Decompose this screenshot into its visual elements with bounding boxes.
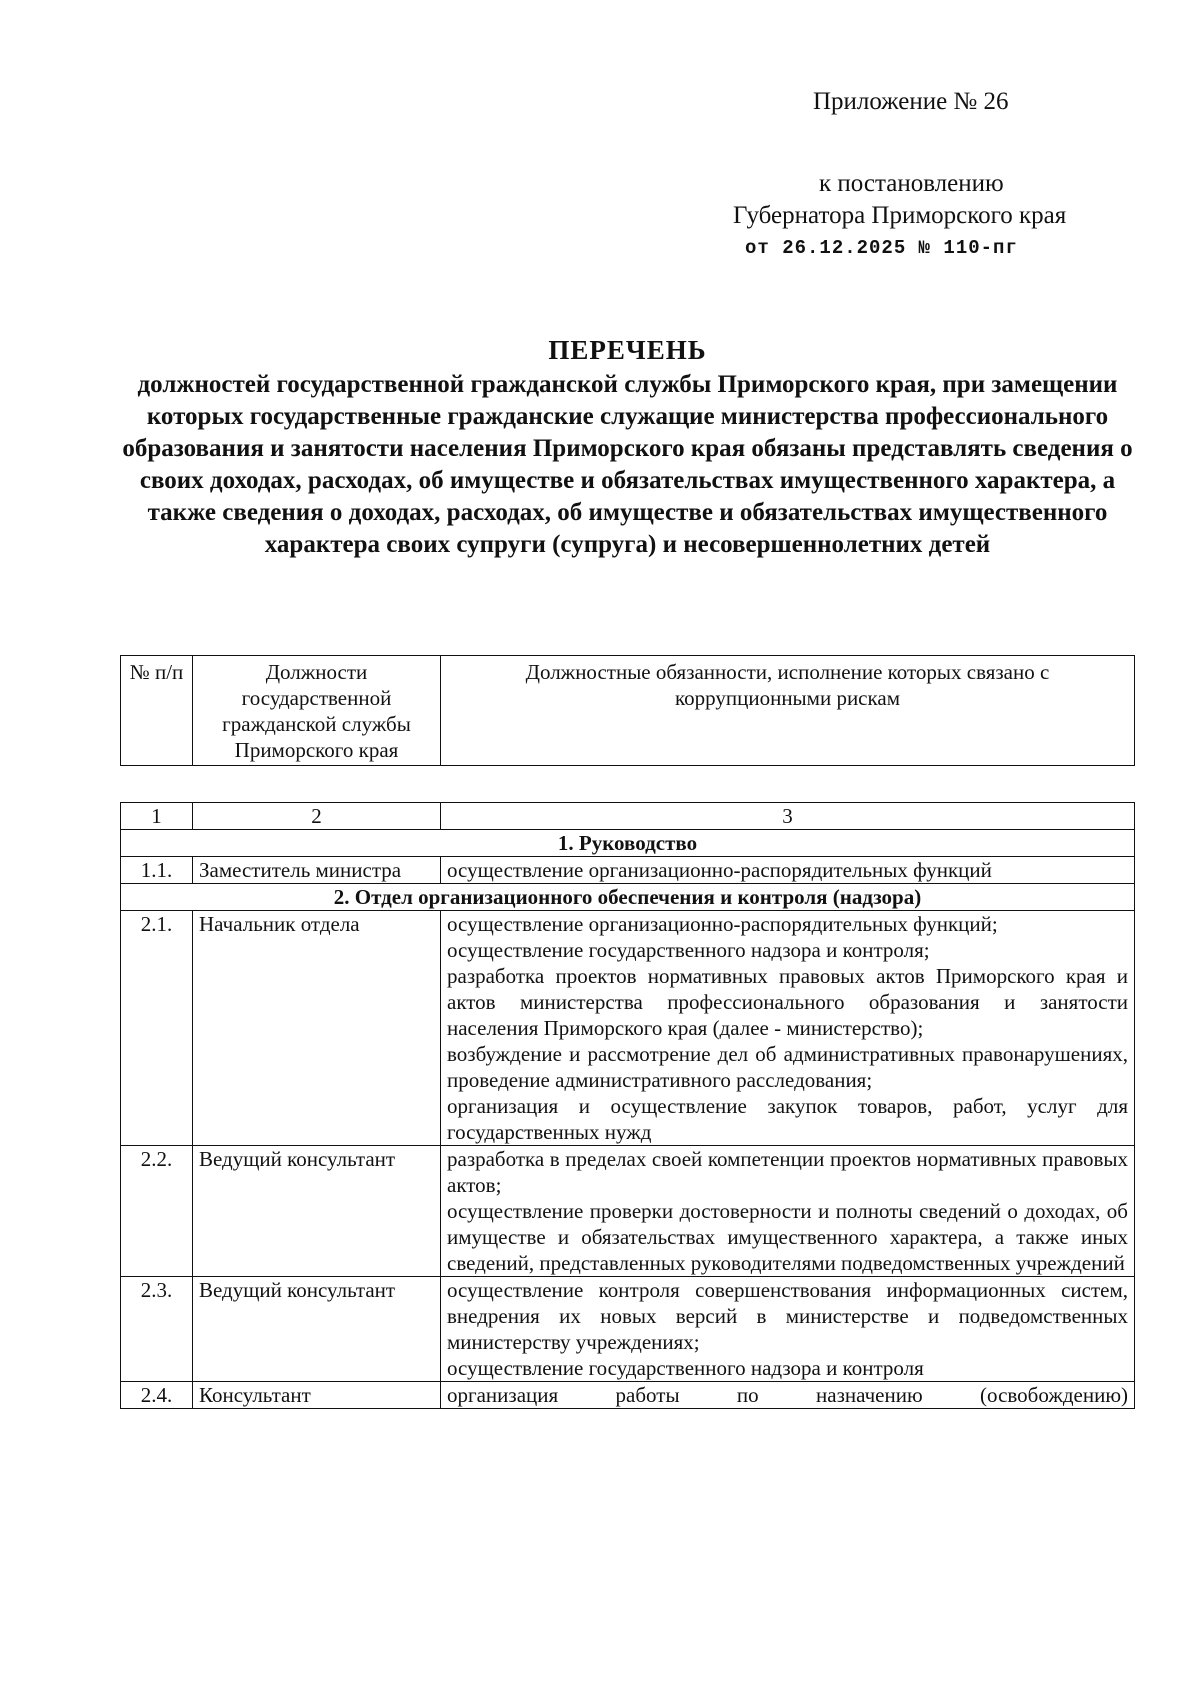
row-number: 1.1. [121, 857, 193, 884]
table-row [121, 1382, 1135, 1409]
row-position: Консультант [193, 1382, 441, 1409]
decree-line-2: Губернатора Приморского края [733, 202, 1067, 229]
row-duties [441, 911, 1135, 1146]
duty-item: осуществление контроля совершенствования информационных систем, внедрения их новых версий в министерстве и подведомственных министерству учреждениях; [447, 1278, 1128, 1354]
duty-item: осуществление государственного надзора и контроля [447, 1356, 924, 1380]
duty-item: осуществление организационно-распорядительных функций [447, 858, 992, 882]
duty-item: разработка в пределах своей компетенции проектов нормативных правовых актов; [447, 1147, 1128, 1197]
duty-item: организация и осуществление закупок товаров, работ, услуг для государственных нужд [447, 1094, 1128, 1144]
row-duties [441, 1146, 1135, 1277]
row-position: Ведущий консультант [193, 1146, 441, 1277]
row-position: Начальник отдела [193, 911, 441, 1146]
positions-table [120, 802, 1135, 1409]
duty-item: организация работы по назначению (освобождению) [447, 1383, 1128, 1407]
column-number: 1 [121, 803, 193, 830]
document-title: ПЕРЕЧЕНЬ [548, 335, 707, 365]
duty-item: возбуждение и рассмотрение дел об административных правонарушениях, проведение административного расследования; [447, 1042, 1128, 1092]
row-number: 2.4. [121, 1382, 193, 1409]
row-position: Ведущий консультант [193, 1277, 441, 1382]
document-title-block [120, 333, 1135, 561]
section-title: 1. Руководство [121, 830, 1135, 857]
row-duties [441, 857, 1135, 884]
row-number: 2.3. [121, 1277, 193, 1382]
decree-reference [733, 168, 1123, 264]
document-subtitle: должностей государственной гражданской службы Приморского края, при замещении которых государственные гражданские служащие министерства профессионального образования и занятости населения Приморского края обязаны представлять сведения о своих доходах, расходах, об имуществе и обязательствах имущественного характера, а также сведения о доходах, расходах, об имуществе и обязательствах имущественного характера своих супруги (супруга) и несовершеннолетних детей [122, 371, 1133, 558]
row-duties [441, 1382, 1135, 1409]
column-number: 2 [193, 803, 441, 830]
decree-line-1: к постановлению [819, 170, 1004, 197]
duty-item: разработка проектов нормативных правовых актов Приморского края и актов министерства профессионального образования и занятости населения Приморского края (далее - министерство); [447, 964, 1128, 1040]
appendix-label: Приложение № 26 [813, 88, 1009, 115]
column-number: 3 [441, 803, 1135, 830]
duty-item: осуществление государственного надзора и контроля; [447, 938, 930, 962]
decree-date-number: от 26.12.2025 № 110-пг [745, 237, 1018, 259]
section-title: 2. Отдел организационного обеспечения и контроля (надзора) [121, 884, 1135, 911]
section-row [121, 830, 1135, 857]
row-duties [441, 1277, 1135, 1382]
header-col-number: № п/п [121, 656, 193, 766]
section-row [121, 884, 1135, 911]
duty-item: осуществление проверки достоверности и полноты сведений о доходах, об имуществе и обязательствах имущественного характера, а также иных сведений, представленных руководителями подведомственных учреждений [447, 1199, 1128, 1275]
header-col-position: Должности государственной гражданской службы Приморского края [193, 656, 441, 766]
row-position: Заместитель министра [193, 857, 441, 884]
header-col-duties: Должностные обязанности, исполнение которых связано с коррупционными рискам [441, 656, 1135, 766]
header-row [121, 656, 1135, 766]
table-row [121, 911, 1135, 1146]
header-table [120, 655, 1135, 766]
duty-item: осуществление организационно-распорядительных функций; [447, 912, 998, 936]
row-number: 2.2. [121, 1146, 193, 1277]
table-row [121, 1277, 1135, 1382]
table-row [121, 857, 1135, 884]
column-number-row [121, 803, 1135, 830]
table-row [121, 1146, 1135, 1277]
row-number: 2.1. [121, 911, 193, 1146]
